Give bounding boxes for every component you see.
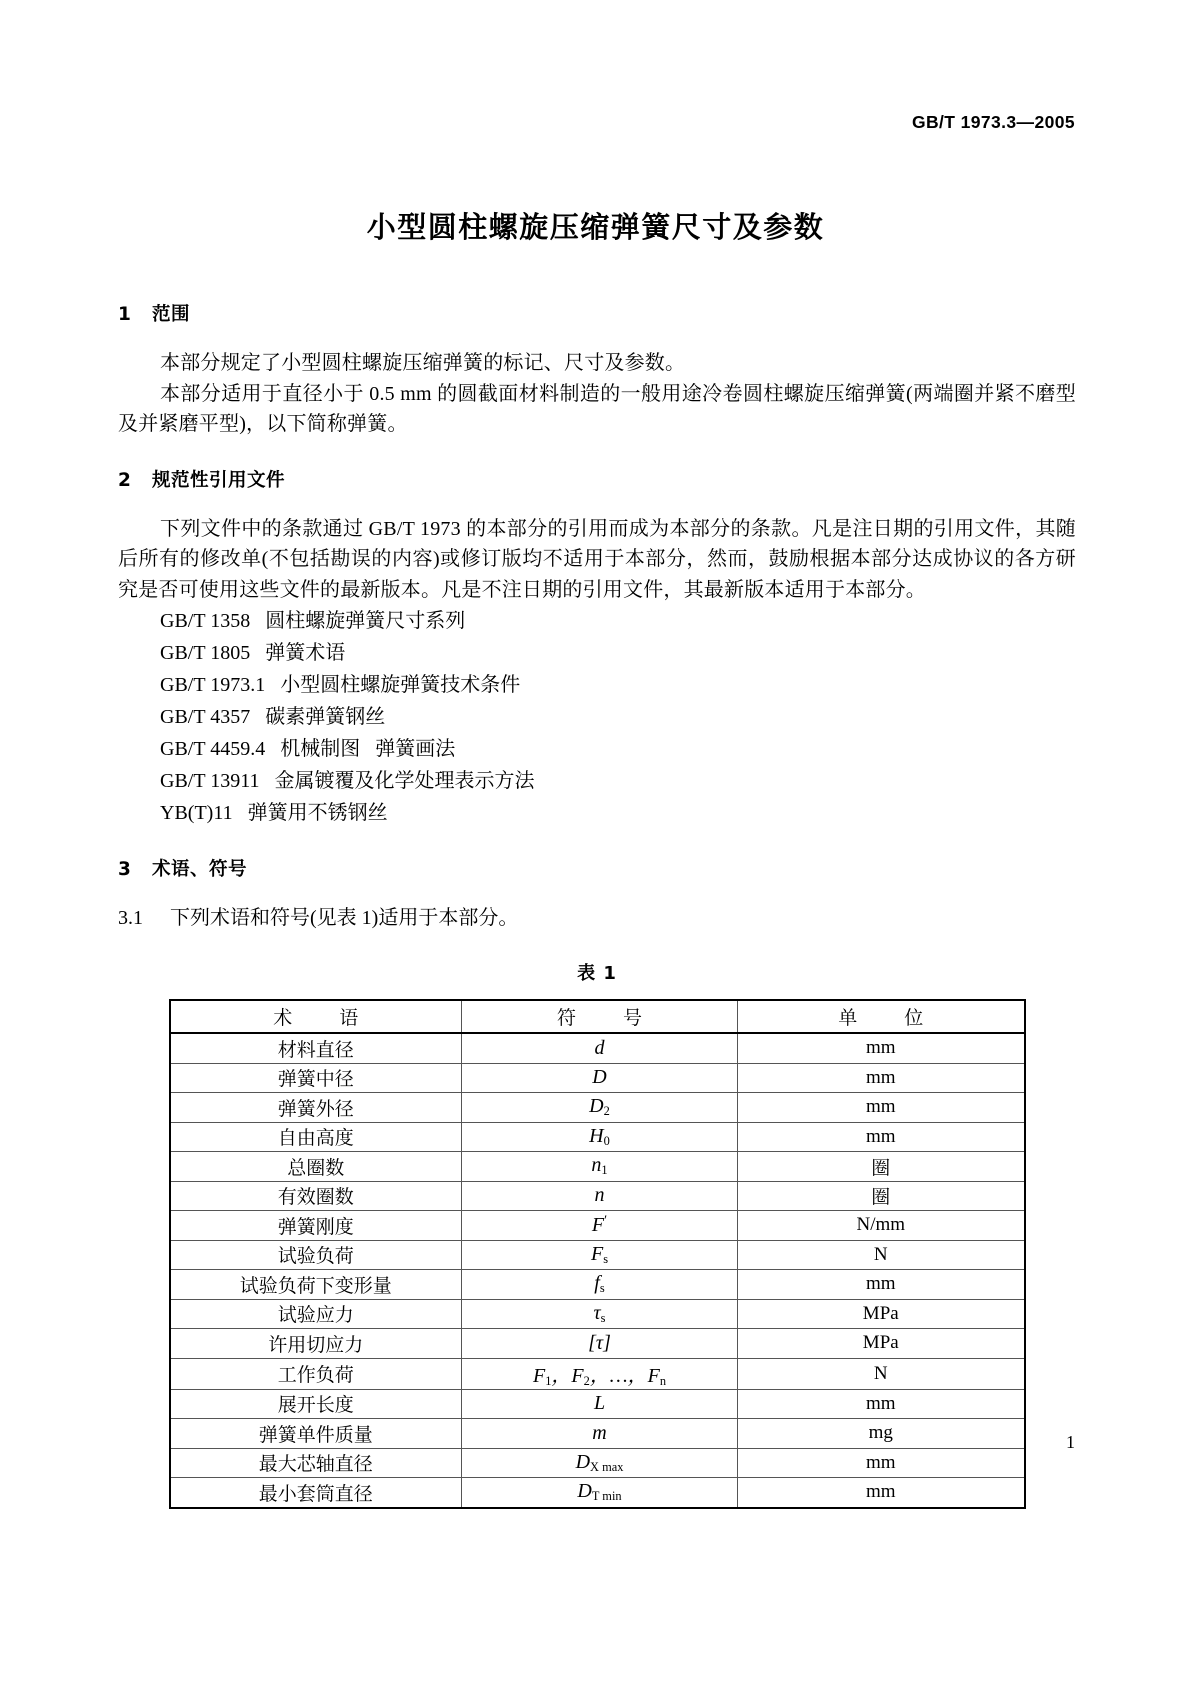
cell-symbol: [462, 1122, 738, 1152]
cell-term: 展开长度: [170, 1389, 462, 1419]
clause-number-2: 2: [118, 469, 132, 491]
normative-reference-item: YB(T)11 弹簧用不锈钢丝: [160, 802, 388, 824]
document-body: [118, 300, 1076, 1509]
cell-term: 试验负荷: [170, 1240, 462, 1270]
cell-symbol: [462, 1358, 738, 1389]
symbol-glyph: m: [592, 1421, 607, 1444]
cell-term: 最大芯轴直径: [170, 1448, 462, 1478]
column-header-term-label: 术 语: [273, 1008, 373, 1029]
cell-unit: mm: [738, 1270, 1025, 1300]
column-header-unit: [738, 1000, 1025, 1033]
column-header-symbol: [462, 1000, 738, 1033]
terms-symbols-table: [169, 999, 1026, 1509]
column-header-unit-label: 单 位: [838, 1008, 938, 1029]
cell-term: 材料直径: [170, 1033, 462, 1063]
symbol-glyph: $\tau_s$: [593, 1301, 606, 1325]
symbol-glyph: $F_s$: [590, 1242, 609, 1266]
clause-number-1: 1: [118, 304, 132, 325]
cell-term: 有效圈数: [170, 1181, 462, 1211]
clause-heading-1: [118, 300, 1076, 326]
cell-symbol: [462, 1448, 738, 1478]
table-caption: 表 1: [577, 963, 617, 984]
cell-unit: N: [738, 1358, 1025, 1389]
cell-term: 弹簧刚度: [170, 1211, 462, 1241]
table-body: [170, 1033, 1025, 1508]
normative-reference-item: GB/T 1805 弹簧术语: [160, 642, 346, 664]
cell-term: 最小套筒直径: [170, 1478, 462, 1508]
clause-heading-3: [118, 855, 1076, 881]
symbol-glyph: D: [592, 1066, 607, 1089]
cell-unit: mm: [738, 1448, 1025, 1478]
cell-symbol: [462, 1093, 738, 1123]
table-row: [170, 1478, 1025, 1508]
normative-reference-item: GB/T 4459.4 机械制图 弹簧画法: [160, 738, 456, 760]
column-header-symbol-label: 符 号: [556, 1008, 656, 1029]
table-row: [170, 1122, 1025, 1152]
cell-unit: mm: [738, 1033, 1025, 1063]
cell-term: 试验负荷下变形量: [170, 1270, 462, 1300]
cell-unit: mg: [738, 1419, 1025, 1449]
cell-unit: mm: [738, 1478, 1025, 1508]
cell-unit: mm: [738, 1063, 1025, 1093]
clause-number-3: 3: [118, 859, 132, 880]
clause-2-paragraph-1: 下列文件中的条款通过 GB/T 1973 的本部分的引用而成为本部分的条款。凡是注日期的引用文件，其随后所有的修改单(不包括勘误的内容)或修订版均不适用于本部分，然而，鼓励根据本部分达成协议的各方研究是否可使用这些文件的最新版本。凡是不注日期的引用文件，其最新版本适用于本部分。: [118, 517, 1076, 601]
table-row: [170, 1329, 1025, 1359]
table-row: [170, 1448, 1025, 1478]
symbol-glyph: $D_2$: [589, 1095, 610, 1119]
table-row: [170, 1240, 1025, 1270]
normative-reference-item: GB/T 13911 金属镀覆及化学处理表示方法: [160, 770, 535, 792]
table-row: [170, 1419, 1025, 1449]
cell-symbol: [462, 1211, 738, 1241]
symbol-glyph: $F_1$，$F_2$，…，$F_n$: [532, 1364, 667, 1388]
cell-symbol: [462, 1181, 738, 1211]
table-row: [170, 1152, 1025, 1182]
symbol-glyph: $H_0$: [589, 1124, 610, 1148]
cell-symbol: [462, 1033, 738, 1063]
cell-unit: mm: [738, 1389, 1025, 1419]
symbol-glyph: F′: [591, 1213, 608, 1236]
cell-unit: MPa: [738, 1329, 1025, 1359]
cell-term: 弹簧外径: [170, 1093, 462, 1123]
cell-symbol: [462, 1240, 738, 1270]
subclause-number-3-1: 3.1: [118, 907, 143, 929]
page-number: 1: [1066, 1432, 1075, 1452]
table-header-row: [170, 1000, 1025, 1033]
clause-title-3: 术语、符号: [152, 859, 248, 880]
cell-symbol: [462, 1478, 738, 1508]
table-row: [170, 1211, 1025, 1241]
cell-unit: 圈: [738, 1152, 1025, 1182]
cell-term: 试验应力: [170, 1299, 462, 1329]
subclause-text-3-1: 下列术语和符号(见表 1)适用于本部分。: [170, 907, 519, 929]
symbol-glyph: [τ]: [588, 1331, 611, 1354]
table-row: [170, 1181, 1025, 1211]
symbol-glyph: L: [593, 1392, 606, 1415]
clause-1-paragraph-1: 本部分规定了小型圆柱螺旋压缩弹簧的标记、尺寸及参数。: [160, 352, 686, 374]
table-row: [170, 1063, 1025, 1093]
cell-term: 自由高度: [170, 1122, 462, 1152]
symbol-glyph: $n_1$: [591, 1154, 608, 1178]
symbol-glyph: $D_{X max}$: [575, 1450, 624, 1474]
table-row: [170, 1389, 1025, 1419]
cell-unit: MPa: [738, 1299, 1025, 1329]
page-title: 小型圆柱螺旋压缩弹簧尺寸及参数: [366, 210, 825, 244]
cell-symbol: [462, 1270, 738, 1300]
cell-term: 总圈数: [170, 1152, 462, 1182]
cell-symbol: [462, 1152, 738, 1182]
table-row: [170, 1299, 1025, 1329]
cell-term: 许用切应力: [170, 1329, 462, 1359]
cell-symbol: [462, 1419, 738, 1449]
cell-unit: 圈: [738, 1181, 1025, 1211]
clause-title-1: 范围: [152, 304, 191, 325]
cell-symbol: [462, 1389, 738, 1419]
normative-reference-item: GB/T 1358 圆柱螺旋弹簧尺寸系列: [160, 610, 466, 632]
cell-unit: mm: [738, 1122, 1025, 1152]
clause-1-paragraph-2: 本部分适用于直径小于 0.5 mm 的圆截面材料制造的一般用途冷卷圆柱螺旋压缩弹簧(两端圈并紧不磨型及并紧磨平型)，以下简称弹簧。: [118, 382, 1076, 435]
normative-reference-item: GB/T 1973.1 小型圆柱螺旋弹簧技术条件: [160, 674, 521, 696]
symbol-glyph: $D_{T min}$: [577, 1480, 622, 1504]
table-row: [170, 1358, 1025, 1389]
cell-unit: N/mm: [738, 1211, 1025, 1241]
column-header-term: [170, 1000, 462, 1033]
clause-heading-2: [118, 466, 1076, 492]
cell-symbol: [462, 1329, 738, 1359]
table-row: [170, 1270, 1025, 1300]
page-header-standard-number: GB/T 1973.3—2005: [911, 112, 1075, 132]
table-row: [170, 1093, 1025, 1123]
cell-unit: mm: [738, 1093, 1025, 1123]
cell-symbol: [462, 1299, 738, 1329]
cell-term: 弹簧中径: [170, 1063, 462, 1093]
symbol-glyph: $f_s$: [594, 1272, 605, 1296]
symbol-glyph: n: [594, 1184, 605, 1207]
cell-term: 弹簧单件质量: [170, 1419, 462, 1449]
clause-title-2: 规范性引用文件: [152, 469, 286, 491]
subclause-3-1: [118, 903, 1076, 933]
cell-symbol: [462, 1063, 738, 1093]
normative-reference-item: GB/T 4357 碳素弹簧钢丝: [160, 706, 386, 728]
table-row: [170, 1033, 1025, 1063]
symbol-glyph: d: [594, 1036, 605, 1059]
cell-term: 工作负荷: [170, 1358, 462, 1389]
cell-unit: N: [738, 1240, 1025, 1270]
